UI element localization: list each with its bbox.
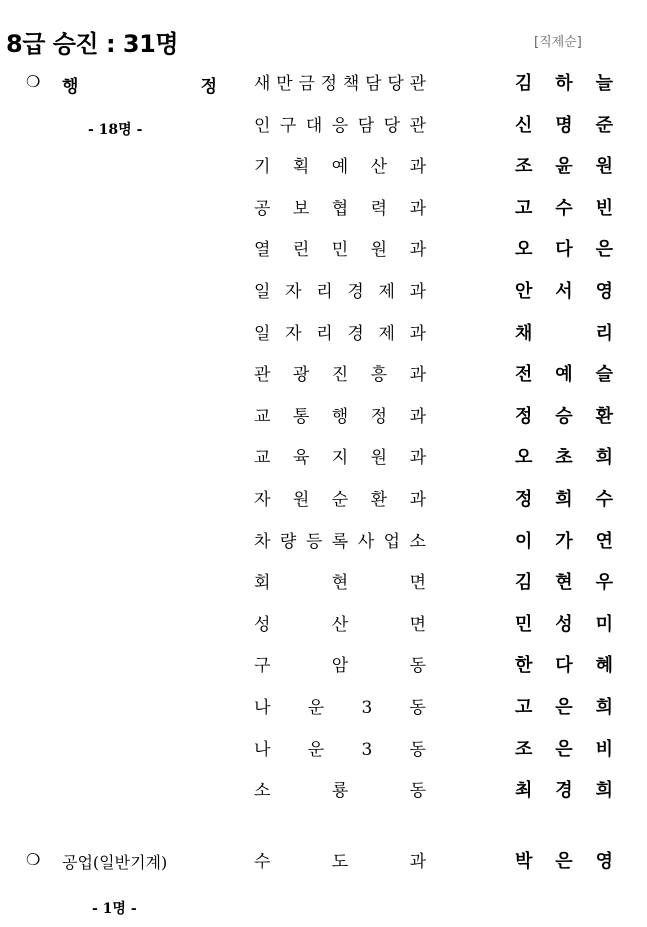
department-char: 응 [331, 115, 349, 136]
table-row [0, 569, 647, 597]
name-char: 예 [555, 364, 573, 386]
department-cell [254, 70, 426, 98]
department-char: 정 [320, 74, 338, 94]
department-char: 운 [307, 739, 325, 760]
department-char: 수 [254, 852, 271, 872]
name-char: 명 [555, 114, 573, 136]
name-cell [515, 848, 613, 876]
department-char: 획 [292, 157, 310, 178]
name-char: 가 [555, 530, 573, 552]
department-char: 보 [292, 198, 310, 219]
department-char: 원 [370, 448, 388, 469]
name-char: 은 [555, 738, 573, 760]
department-char: 공 [254, 198, 271, 219]
name-char: 희 [555, 489, 573, 510]
table-row [0, 486, 647, 514]
department-char: 광 [292, 365, 310, 386]
table-row [0, 361, 647, 389]
name-char: 김 [515, 572, 533, 594]
department-cell [254, 652, 426, 680]
name-char: 슬 [595, 364, 613, 386]
name-char: 이 [515, 530, 533, 552]
department-char: 진 [331, 365, 349, 386]
department-char: 3 [361, 698, 373, 718]
department-char: 구 [254, 656, 271, 677]
name-char: 원 [595, 156, 613, 178]
department-char: 린 [292, 240, 310, 261]
table-row [0, 848, 647, 876]
name-cell [515, 486, 613, 514]
department-cell [254, 611, 426, 639]
table-row [0, 320, 647, 348]
department-char: 책 [342, 74, 360, 94]
name-cell [515, 112, 613, 140]
name-cell [515, 153, 613, 181]
table-row [0, 652, 647, 680]
name-char: 조 [515, 156, 533, 178]
department-cell [254, 320, 426, 348]
name-char: 빈 [595, 197, 613, 219]
department-char: 당 [383, 115, 401, 136]
table-row [0, 777, 647, 805]
department-char: 사 [357, 531, 375, 552]
department-char: 제 [378, 323, 395, 344]
name-char: 고 [515, 197, 533, 219]
department-char: 룡 [331, 781, 349, 802]
department-char: 과 [409, 323, 426, 344]
name-char: 고 [515, 697, 533, 718]
department-char: 과 [409, 852, 426, 872]
name-char: 전 [515, 364, 533, 386]
name-char: 은 [595, 239, 613, 261]
department-char: 일 [254, 323, 271, 344]
name-char: 조 [515, 738, 533, 760]
department-cell [254, 403, 426, 431]
department-char: 동 [409, 739, 426, 760]
category-char: 행 [62, 77, 79, 97]
department-cell [254, 569, 426, 597]
department-char: 관 [254, 365, 271, 386]
department-char: 원 [370, 240, 388, 261]
department-char: 소 [254, 781, 271, 802]
department-char: 인 [254, 115, 271, 136]
department-cell [254, 361, 426, 389]
name-char: 정 [515, 405, 533, 427]
name-char: 오 [515, 239, 533, 261]
department-char: 담 [365, 74, 382, 94]
department-char: 과 [409, 406, 426, 427]
name-cell [515, 361, 613, 389]
name-char: 미 [595, 613, 613, 635]
department-char: 자 [285, 323, 302, 344]
name-char: 하 [555, 73, 573, 94]
department-cell [254, 112, 426, 140]
name-cell [515, 403, 613, 431]
department-char: 산 [331, 614, 349, 635]
department-cell [254, 444, 426, 472]
name-char: 연 [595, 530, 613, 552]
department-char: 현 [331, 573, 349, 594]
name-cell [515, 278, 613, 306]
department-char: 도 [331, 852, 349, 872]
department-char: 과 [409, 282, 426, 302]
department-char: 리 [316, 323, 333, 344]
department-char: 나 [254, 739, 271, 760]
department-char: 소 [409, 531, 426, 552]
name-cell [515, 611, 613, 639]
group-category: 공업(일반기계) [62, 853, 168, 872]
name-char: 준 [595, 114, 613, 136]
department-char: 통 [292, 406, 310, 427]
department-char: 자 [254, 490, 271, 510]
name-cell [515, 195, 613, 223]
department-char: 당 [387, 74, 404, 94]
name-char: 신 [515, 114, 533, 136]
department-cell [254, 528, 426, 556]
name-cell [515, 528, 613, 556]
department-char: 경 [347, 323, 364, 344]
department-char: 산 [370, 157, 388, 178]
department-char: 성 [254, 614, 271, 635]
department-cell [254, 195, 426, 223]
name-char: 우 [595, 572, 613, 594]
name-char: 현 [555, 572, 573, 594]
department-char: 담 [357, 115, 375, 136]
table-row [0, 236, 647, 264]
department-char: 만 [276, 74, 293, 94]
name-char: 은 [555, 851, 573, 872]
name-char: 오 [515, 447, 533, 469]
name-char: 혜 [595, 655, 613, 677]
department-char: 암 [331, 656, 349, 677]
name-char: 박 [515, 851, 533, 872]
name-cell [515, 70, 613, 98]
name-char: 한 [515, 655, 533, 677]
department-char: 등 [305, 531, 323, 552]
name-char: 승 [555, 405, 573, 427]
department-char: 3 [361, 739, 373, 760]
name-char: 다 [555, 239, 573, 261]
name-char: 영 [595, 851, 613, 872]
name-cell [515, 236, 613, 264]
table-row [0, 70, 647, 98]
table-row [0, 278, 647, 306]
department-char: 자 [285, 282, 302, 302]
department-cell [254, 153, 426, 181]
department-char: 기 [254, 157, 271, 178]
department-char: 구 [279, 115, 297, 136]
group-count: - 18명 - [88, 122, 143, 138]
department-char: 동 [409, 698, 426, 718]
table-row [0, 153, 647, 181]
department-char: 회 [254, 573, 271, 594]
name-cell [515, 320, 613, 348]
department-char: 과 [409, 240, 426, 261]
table-row [0, 528, 647, 556]
name-char: 리 [595, 322, 613, 344]
department-char: 관 [409, 115, 426, 136]
department-char: 과 [409, 490, 426, 510]
department-cell [254, 736, 426, 764]
department-char: 록 [331, 531, 349, 552]
name-char: 희 [595, 780, 613, 802]
department-char: 면 [409, 614, 426, 635]
name-char: 은 [555, 697, 573, 718]
circle-bullet-icon: ❍ [26, 850, 41, 869]
table-row [0, 195, 647, 223]
department-cell [254, 777, 426, 805]
category-char: 정 [200, 77, 217, 97]
name-char: 비 [595, 738, 613, 760]
name-char: 희 [595, 447, 613, 469]
name-char: 윤 [555, 156, 573, 178]
department-char: 동 [409, 781, 426, 802]
name-char: 김 [515, 73, 533, 94]
department-char: 동 [409, 656, 426, 677]
name-char: 수 [555, 197, 573, 219]
name-char: 환 [595, 405, 613, 427]
name-char: 성 [555, 613, 573, 635]
department-char: 흥 [370, 365, 388, 386]
department-char: 업 [383, 531, 401, 552]
department-char: 순 [331, 490, 349, 510]
name-char: 채 [515, 322, 533, 344]
department-char: 관 [409, 74, 426, 94]
department-char: 리 [316, 282, 333, 302]
table-row [0, 444, 647, 472]
department-char: 력 [370, 198, 388, 219]
department-cell [254, 694, 426, 722]
department-cell [254, 848, 426, 876]
name-char: 서 [555, 281, 573, 302]
name-cell [515, 652, 613, 680]
department-char: 열 [254, 240, 271, 261]
page-title: 8급 승진 : 31명 [6, 30, 178, 58]
table-row [0, 694, 647, 722]
table-row [0, 611, 647, 639]
name-cell [515, 736, 613, 764]
name-char: 영 [595, 281, 613, 302]
group-count: - 1명 - [92, 901, 137, 917]
department-char: 과 [409, 157, 426, 178]
department-char: 행 [331, 406, 349, 427]
circle-bullet-icon: ❍ [26, 72, 41, 91]
name-char [561, 320, 567, 348]
department-char: 정 [370, 406, 388, 427]
department-char: 경 [347, 282, 364, 302]
department-char: 지 [331, 448, 349, 469]
department-char: 나 [254, 698, 271, 718]
name-char: 다 [555, 655, 573, 677]
name-char: 초 [555, 447, 573, 469]
department-char: 새 [254, 74, 271, 94]
name-cell [515, 777, 613, 805]
department-char: 협 [331, 198, 349, 219]
department-char: 과 [409, 198, 426, 219]
department-char: 예 [331, 157, 349, 178]
department-char: 대 [305, 115, 323, 136]
department-cell [254, 486, 426, 514]
department-char: 원 [292, 490, 310, 510]
department-cell [254, 278, 426, 306]
table-row [0, 403, 647, 431]
department-char: 면 [409, 573, 426, 594]
department-char: 교 [254, 406, 271, 427]
department-char: 육 [292, 448, 310, 469]
department-char: 운 [307, 698, 325, 718]
name-char: 안 [515, 281, 533, 302]
order-note: [직제순] [534, 35, 582, 50]
department-char: 금 [298, 74, 315, 94]
name-char: 민 [515, 613, 533, 635]
department-char: 차 [254, 531, 271, 552]
department-char: 일 [254, 282, 271, 302]
department-char: 량 [279, 531, 297, 552]
department-char: 교 [254, 448, 271, 469]
table-row [0, 112, 647, 140]
name-cell [515, 569, 613, 597]
name-char: 경 [555, 780, 573, 802]
department-char: 환 [370, 490, 388, 510]
department-char: 민 [331, 240, 349, 261]
name-char: 늘 [595, 73, 613, 94]
department-char: 과 [409, 448, 426, 469]
table-row [0, 736, 647, 764]
department-char: 제 [378, 282, 395, 302]
department-cell [254, 236, 426, 264]
name-char: 수 [595, 489, 613, 510]
name-char: 최 [515, 780, 533, 802]
name-char: 희 [595, 697, 613, 718]
name-cell [515, 444, 613, 472]
name-cell [515, 694, 613, 722]
department-char: 과 [409, 365, 426, 386]
name-char: 정 [515, 489, 533, 510]
